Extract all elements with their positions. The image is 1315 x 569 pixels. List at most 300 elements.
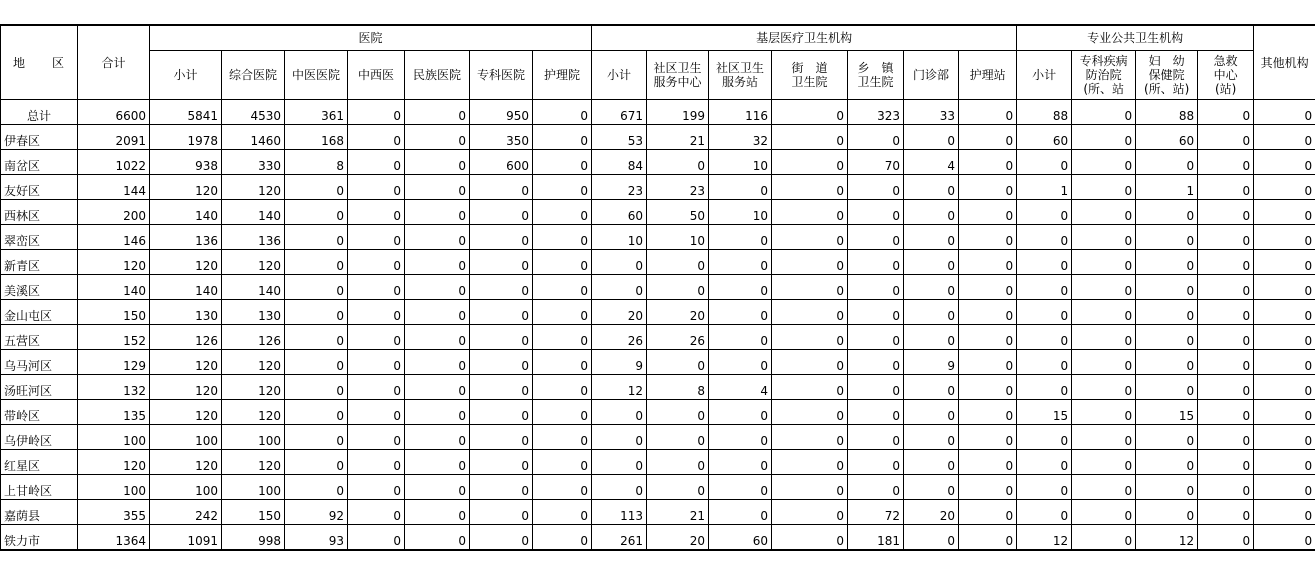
table-cell: 126 — [150, 325, 222, 350]
table-cell: 120 — [150, 375, 222, 400]
table-cell: 0 — [959, 425, 1017, 450]
header-primary-col — [772, 51, 848, 100]
header-hospital-col: 专科医院 — [470, 51, 533, 100]
table-cell: 0 — [470, 300, 533, 325]
table-cell: 0 — [348, 525, 405, 551]
table-cell: 0 — [470, 250, 533, 275]
header-primary-col-line: 门诊部 — [913, 68, 950, 82]
table-cell: 0 — [772, 425, 848, 450]
table-cell: 0 — [348, 375, 405, 400]
table-cell: 0 — [1072, 200, 1136, 225]
table-cell: 0 — [1136, 475, 1198, 500]
table-cell: 0 — [709, 300, 772, 325]
header-primary-col-line: 卫生院 — [791, 75, 828, 89]
table-row — [1, 450, 1315, 475]
table-cell: 0 — [285, 475, 348, 500]
header-public-col — [1072, 51, 1136, 100]
table-cell: 0 — [533, 225, 592, 250]
table-cell: 0 — [285, 425, 348, 450]
table-cell: 0 — [1072, 500, 1136, 525]
header-public-col-line: 妇 幼 — [1148, 54, 1185, 68]
table-cell: 120 — [222, 450, 285, 475]
table-cell: 120 — [222, 350, 285, 375]
table-cell: 26 — [592, 325, 647, 350]
table-cell: 0 — [904, 275, 959, 300]
table-cell: 0 — [348, 125, 405, 150]
table-cell: 0 — [772, 300, 848, 325]
table-cell: 33 — [904, 100, 959, 125]
table-row — [1, 525, 1315, 551]
table-cell: 0 — [772, 125, 848, 150]
header-public-col-line: 小计 — [1032, 68, 1057, 82]
table-cell: 0 — [904, 175, 959, 200]
table-cell: 140 — [150, 200, 222, 225]
table-cell: 0 — [1072, 125, 1136, 150]
table-cell: 0 — [959, 225, 1017, 250]
table-cell: 0 — [1072, 350, 1136, 375]
row-region-name: 汤旺河区 — [1, 375, 78, 400]
table-cell: 0 — [1254, 200, 1315, 225]
table-cell: 0 — [1072, 475, 1136, 500]
table-cell: 70 — [848, 150, 904, 175]
header-primary-col — [647, 51, 709, 100]
table-cell: 10 — [592, 225, 647, 250]
header-primary-col — [904, 51, 959, 100]
table-cell: 0 — [1254, 175, 1315, 200]
row-region-name: 金山屯区 — [1, 300, 78, 325]
table-cell: 0 — [348, 150, 405, 175]
table-cell: 0 — [709, 175, 772, 200]
table-cell: 600 — [470, 150, 533, 175]
table-cell: 0 — [470, 175, 533, 200]
table-cell: 0 — [772, 200, 848, 225]
table-cell: 0 — [533, 125, 592, 150]
header-public-col — [1198, 51, 1254, 100]
table-cell: 0 — [405, 425, 470, 450]
table-cell: 0 — [1198, 525, 1254, 551]
table-cell: 100 — [222, 425, 285, 450]
table-cell: 0 — [533, 350, 592, 375]
table-cell: 0 — [1017, 225, 1072, 250]
table-cell: 0 — [848, 475, 904, 500]
table-cell: 998 — [222, 525, 285, 551]
table-cell: 0 — [348, 100, 405, 125]
table-cell: 0 — [285, 300, 348, 325]
header-primary-col-line: 社区卫生 — [653, 61, 702, 75]
table-cell: 0 — [348, 500, 405, 525]
table-cell: 0 — [470, 375, 533, 400]
table-cell: 0 — [959, 275, 1017, 300]
table-cell: 136 — [222, 225, 285, 250]
table-cell: 0 — [1017, 350, 1072, 375]
table-row — [1, 150, 1315, 175]
table-cell: 0 — [470, 275, 533, 300]
row-region-name: 红星区 — [1, 450, 78, 475]
table-cell: 20 — [647, 525, 709, 551]
table-cell: 15 — [1136, 400, 1198, 425]
header-primary-col-line: 服务站 — [722, 75, 759, 89]
header-primary-col-line: 乡 镇 — [857, 61, 894, 75]
table-cell: 100 — [150, 425, 222, 450]
table-cell: 0 — [533, 525, 592, 551]
table-cell: 0 — [772, 150, 848, 175]
table-cell: 0 — [1254, 300, 1315, 325]
table-cell: 129 — [78, 350, 150, 375]
header-hospital-col: 综合医院 — [222, 51, 285, 100]
table-cell: 0 — [772, 475, 848, 500]
header-public-col-line: 保健院 — [1148, 68, 1185, 82]
table-cell: 0 — [405, 400, 470, 425]
header-public-col-line: (所、站 — [1083, 82, 1124, 96]
table-cell: 0 — [1072, 375, 1136, 400]
table-cell: 130 — [150, 300, 222, 325]
table-cell: 0 — [470, 450, 533, 475]
table-cell: 100 — [78, 475, 150, 500]
table-cell: 0 — [285, 350, 348, 375]
table-row — [1, 350, 1315, 375]
table-cell: 0 — [533, 275, 592, 300]
table-cell: 100 — [222, 475, 285, 500]
table-cell: 23 — [592, 175, 647, 200]
table-cell: 144 — [78, 175, 150, 200]
table-cell: 0 — [1254, 425, 1315, 450]
table-cell: 0 — [647, 425, 709, 450]
table-cell: 0 — [405, 150, 470, 175]
row-region-name: 南岔区 — [1, 150, 78, 175]
table-cell: 0 — [848, 400, 904, 425]
table-cell: 671 — [592, 100, 647, 125]
table-cell: 0 — [848, 375, 904, 400]
table-cell: 0 — [1254, 100, 1315, 125]
table-cell: 0 — [1136, 350, 1198, 375]
table-cell: 0 — [1136, 425, 1198, 450]
table-cell: 0 — [1017, 450, 1072, 475]
table-cell: 20 — [904, 500, 959, 525]
header-hospital-col: 护理院 — [533, 51, 592, 100]
table-cell: 0 — [848, 425, 904, 450]
table-cell: 0 — [470, 425, 533, 450]
table-cell: 23 — [647, 175, 709, 200]
table-cell: 8 — [647, 375, 709, 400]
row-region-name: 铁力市 — [1, 525, 78, 551]
row-region-name: 美溪区 — [1, 275, 78, 300]
table-cell: 0 — [709, 275, 772, 300]
table-cell: 0 — [959, 525, 1017, 551]
table-cell: 32 — [709, 125, 772, 150]
table-cell: 0 — [1198, 225, 1254, 250]
table-cell: 0 — [1254, 475, 1315, 500]
header-hospital-col: 中西医 — [348, 51, 405, 100]
table-cell: 0 — [1136, 500, 1198, 525]
table-cell: 140 — [150, 275, 222, 300]
table-cell: 120 — [78, 250, 150, 275]
table-cell: 0 — [709, 400, 772, 425]
table-cell: 0 — [959, 175, 1017, 200]
table-cell: 355 — [78, 500, 150, 525]
header-region: 地 区 — [1, 25, 78, 100]
row-region-name: 嘉荫县 — [1, 500, 78, 525]
table-row — [1, 400, 1315, 425]
table-cell: 12 — [592, 375, 647, 400]
table-cell: 0 — [647, 450, 709, 475]
table-cell: 0 — [1136, 375, 1198, 400]
table-cell: 168 — [285, 125, 348, 150]
table-cell: 12 — [1136, 525, 1198, 551]
table-cell: 0 — [848, 200, 904, 225]
table-cell: 261 — [592, 525, 647, 551]
table-cell: 0 — [1198, 350, 1254, 375]
table-cell: 0 — [848, 125, 904, 150]
table-row — [1, 375, 1315, 400]
table-cell: 0 — [348, 475, 405, 500]
header-public-col-line: (站) — [1214, 82, 1237, 96]
table-cell: 0 — [959, 150, 1017, 175]
table-cell: 4 — [904, 150, 959, 175]
row-region-name: 乌伊岭区 — [1, 425, 78, 450]
table-cell: 0 — [1072, 100, 1136, 125]
table-cell: 0 — [533, 475, 592, 500]
table-cell: 0 — [1136, 275, 1198, 300]
table-cell: 0 — [709, 350, 772, 375]
table-cell: 21 — [647, 500, 709, 525]
table-cell: 88 — [1017, 100, 1072, 125]
table-cell: 0 — [470, 525, 533, 551]
table-cell: 0 — [709, 425, 772, 450]
table-cell: 120 — [222, 175, 285, 200]
table-cell: 0 — [904, 250, 959, 275]
table-cell: 0 — [1198, 200, 1254, 225]
table-cell: 0 — [772, 375, 848, 400]
table-cell: 0 — [470, 400, 533, 425]
table-cell: 15 — [1017, 400, 1072, 425]
table-cell: 0 — [405, 175, 470, 200]
table-cell: 0 — [1017, 150, 1072, 175]
table-cell: 6600 — [78, 100, 150, 125]
table-cell: 0 — [772, 325, 848, 350]
table-cell: 0 — [904, 450, 959, 475]
table-cell: 330 — [222, 150, 285, 175]
table-cell: 0 — [1072, 225, 1136, 250]
table-cell: 0 — [647, 350, 709, 375]
table-cell: 0 — [1254, 125, 1315, 150]
table-cell: 0 — [772, 275, 848, 300]
table-row — [1, 100, 1315, 125]
row-region-name: 总计 — [1, 100, 78, 125]
table-cell: 0 — [1017, 275, 1072, 300]
table-row — [1, 475, 1315, 500]
table-cell: 20 — [592, 300, 647, 325]
header-primary-col-line: 社区卫生 — [716, 61, 765, 75]
table-cell: 0 — [592, 475, 647, 500]
header-public-col-line: 专科疾病 — [1079, 54, 1128, 68]
table-cell: 0 — [1072, 325, 1136, 350]
table-cell: 132 — [78, 375, 150, 400]
table-cell: 0 — [959, 250, 1017, 275]
header-primary-col — [959, 51, 1017, 100]
table-cell: 0 — [1072, 300, 1136, 325]
table-row — [1, 325, 1315, 350]
table-cell: 0 — [959, 325, 1017, 350]
table-cell: 150 — [78, 300, 150, 325]
table-cell: 242 — [150, 500, 222, 525]
table-cell: 0 — [959, 125, 1017, 150]
table-cell: 0 — [1017, 425, 1072, 450]
table-cell: 0 — [848, 300, 904, 325]
table-cell: 0 — [1017, 500, 1072, 525]
table-cell: 0 — [1017, 325, 1072, 350]
table-body — [1, 100, 1315, 551]
table-cell: 120 — [150, 400, 222, 425]
table-cell: 0 — [348, 450, 405, 475]
header-other: 其他机构 — [1254, 25, 1315, 100]
table-cell: 0 — [904, 300, 959, 325]
table-cell: 0 — [904, 125, 959, 150]
row-region-name: 乌马河区 — [1, 350, 78, 375]
statistics-table — [0, 24, 1315, 551]
table-cell: 0 — [1254, 525, 1315, 551]
table-cell: 0 — [285, 225, 348, 250]
table-cell: 0 — [1017, 475, 1072, 500]
table-cell: 60 — [1017, 125, 1072, 150]
table-cell: 100 — [78, 425, 150, 450]
table-cell: 0 — [647, 150, 709, 175]
table-cell: 950 — [470, 100, 533, 125]
table-cell: 0 — [1198, 375, 1254, 400]
table-cell: 0 — [592, 450, 647, 475]
table-cell: 181 — [848, 525, 904, 551]
table-cell: 100 — [150, 475, 222, 500]
table-cell: 0 — [1136, 150, 1198, 175]
table-cell: 0 — [848, 175, 904, 200]
table-cell: 0 — [959, 375, 1017, 400]
table-cell: 938 — [150, 150, 222, 175]
table-row — [1, 250, 1315, 275]
header-primary-col-line: 卫生院 — [857, 75, 894, 89]
table-cell: 199 — [647, 100, 709, 125]
table-cell: 12 — [1017, 525, 1072, 551]
table-cell: 0 — [709, 225, 772, 250]
table-cell: 1364 — [78, 525, 150, 551]
table-cell: 0 — [533, 175, 592, 200]
table-cell: 10 — [709, 150, 772, 175]
table-cell: 0 — [1017, 300, 1072, 325]
table-cell: 0 — [1198, 150, 1254, 175]
table-cell: 0 — [348, 300, 405, 325]
table-cell: 88 — [1136, 100, 1198, 125]
table-cell: 0 — [1072, 400, 1136, 425]
table-cell: 0 — [533, 500, 592, 525]
table-cell: 0 — [285, 325, 348, 350]
table-cell: 0 — [533, 100, 592, 125]
table-cell: 0 — [285, 375, 348, 400]
table-cell: 0 — [285, 450, 348, 475]
table-cell: 0 — [592, 425, 647, 450]
table-cell: 0 — [1254, 250, 1315, 275]
table-cell: 200 — [78, 200, 150, 225]
table-cell: 0 — [405, 500, 470, 525]
table-cell: 323 — [848, 100, 904, 125]
table-cell: 0 — [285, 250, 348, 275]
table-cell: 0 — [772, 400, 848, 425]
header-public-col-line: 中心 — [1213, 68, 1238, 82]
table-cell: 0 — [647, 475, 709, 500]
table-cell: 84 — [592, 150, 647, 175]
table-cell: 9 — [592, 350, 647, 375]
table-cell: 0 — [348, 275, 405, 300]
table-cell: 0 — [533, 425, 592, 450]
row-region-name: 伊春区 — [1, 125, 78, 150]
header-hospital-col: 小计 — [150, 51, 222, 100]
table-row — [1, 225, 1315, 250]
table-cell: 152 — [78, 325, 150, 350]
table-cell: 0 — [1198, 250, 1254, 275]
table-cell: 0 — [959, 475, 1017, 500]
table-cell: 53 — [592, 125, 647, 150]
table-cell: 60 — [709, 525, 772, 551]
table-cell: 2091 — [78, 125, 150, 150]
table-cell: 0 — [470, 500, 533, 525]
table-cell: 0 — [470, 325, 533, 350]
table-cell: 120 — [78, 450, 150, 475]
table-cell: 0 — [1072, 275, 1136, 300]
table-cell: 350 — [470, 125, 533, 150]
table-cell: 0 — [848, 350, 904, 375]
table-cell: 0 — [647, 275, 709, 300]
table-cell: 0 — [959, 300, 1017, 325]
table-cell: 0 — [1254, 150, 1315, 175]
table-cell: 0 — [285, 400, 348, 425]
table-cell: 10 — [709, 200, 772, 225]
table-cell: 140 — [78, 275, 150, 300]
header-primary-group: 基层医疗卫生机构 — [592, 25, 1017, 51]
table-cell: 72 — [848, 500, 904, 525]
table-cell: 120 — [150, 450, 222, 475]
table-cell: 0 — [405, 350, 470, 375]
table-row — [1, 500, 1315, 525]
table-cell: 120 — [222, 375, 285, 400]
table-cell: 0 — [1136, 200, 1198, 225]
table-cell: 0 — [1254, 275, 1315, 300]
table-cell: 0 — [1254, 350, 1315, 375]
table-cell: 0 — [405, 325, 470, 350]
table-cell: 21 — [647, 125, 709, 150]
table-cell: 1091 — [150, 525, 222, 551]
table-cell: 0 — [1198, 425, 1254, 450]
table-cell: 50 — [647, 200, 709, 225]
table-cell: 0 — [959, 500, 1017, 525]
table-cell: 0 — [1198, 500, 1254, 525]
table-cell: 0 — [709, 250, 772, 275]
table-cell: 0 — [1017, 250, 1072, 275]
table-cell: 0 — [348, 175, 405, 200]
table-cell: 0 — [904, 225, 959, 250]
table-cell: 10 — [647, 225, 709, 250]
table-cell: 0 — [533, 325, 592, 350]
table-cell: 0 — [405, 125, 470, 150]
header-total: 合计 — [78, 25, 150, 100]
table-cell: 4530 — [222, 100, 285, 125]
table-cell: 0 — [848, 275, 904, 300]
table-cell: 20 — [647, 300, 709, 325]
header-primary-col — [848, 51, 904, 100]
header-primary-col-line: 护理站 — [969, 68, 1006, 82]
table-cell: 0 — [1254, 400, 1315, 425]
table-cell: 5841 — [150, 100, 222, 125]
table-cell: 0 — [1254, 500, 1315, 525]
table-cell: 130 — [222, 300, 285, 325]
table-cell: 0 — [533, 450, 592, 475]
table-cell: 140 — [222, 275, 285, 300]
